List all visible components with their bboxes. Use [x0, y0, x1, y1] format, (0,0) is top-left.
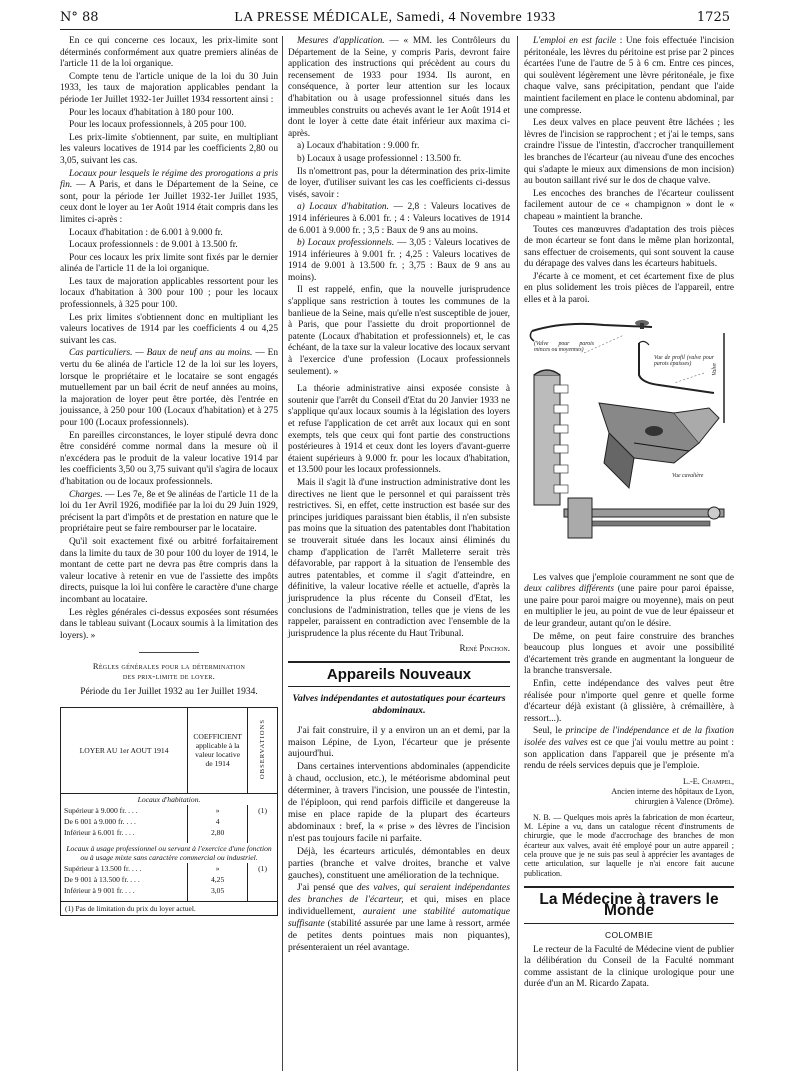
figure-label: Valve	[712, 362, 718, 376]
table-header-observations: OBSERVATIONS	[248, 707, 278, 793]
table-section: Locaux d'habitation.	[61, 793, 278, 805]
paragraph-lead: L'emploi en est facile	[533, 36, 617, 46]
column-divider	[517, 36, 518, 1071]
paragraph-body: — « MM. les Contrôleurs du Département de la Seine, y compris Paris, devront faire application des instructions qui précèdent au cours du recensement de 1933 pour 1934. Ils auront, en conséquence, à porter leur attention sur les locaux d'habitation ou à usage professionnel situés dans les immeubles construits ou achevés avant le 1er Août 1914 et dont le loyer à cette date était inférieur aux maxima ci-après.	[288, 36, 510, 139]
paragraph	[288, 238, 510, 284]
table-period: Période du 1er Juillet 1932 au 1er Juillet 1934.	[80, 687, 258, 698]
paragraph-body: — En vertu du 6e alinéa de l'article 12 de la loi sur les loyers, lorsque le propriétaire et le locataire se sont engagés mutuellement par un bail écrit de neuf années au moins, la majoration de loyer peut être portée, dès l'entrée en jouissance, à 250 pour 100 (Locaux d'habitation) et à 275 pour 100 (Locaux professionnels).	[60, 348, 278, 428]
figure-label: Vue cavalière	[672, 472, 704, 479]
paragraph-body: — A Paris, et dans le Département de la Seine, ce sont, pour la période 1er Juillet 1932-1er Juillet 1935, ceux dont le loyer au 1er Août 1914 était compris dans les limites ci-après :	[60, 180, 278, 225]
page-number: 1725	[696, 10, 730, 25]
paragraph: En ce qui concerne ces locaux, les prix-limite sont déterminés conformément aux quatre premiers alinéas de l'article 11 de la loi organique.	[60, 36, 278, 70]
section-title: La Médecine à travers le Monde	[524, 886, 734, 924]
table-row: Supérieur à 9.000 fr. . . . » (1)	[61, 805, 278, 816]
paragraph: Il est rappelé, enfin, que la nouvelle jurisprudence s'applique sans restriction à toutes les communes de la banlieue de la Seine, mais qu'elle n'est susceptible de jouer, à Paris, que pour l'assiette du droit proportionnel de patente (Locaux d'habitation et professionnels) et, le cas échéant, de la taxe sur la valeur locative des locaux servant à l'exercice d'une profession (Locaux professionnels seulement). »	[288, 285, 510, 377]
paragraph: Les deux valves en place peuvent être lâchées ; les lèvres de l'incision se rapprochent ; et j'ai le temps, sans craindre l'issue de l'intestin, d'accrocher tranquillement les branches de l'écarteur (au niveau d'une des encoches qui s'adapte le mieux aux dimensions de mon incision) au bouton saillant rivé sur le dos de chaque valve.	[524, 118, 734, 187]
paragraph-lead: a) Locaux d'habitation.	[297, 202, 389, 213]
paragraph	[60, 169, 278, 227]
paragraph	[60, 348, 278, 429]
column-3	[524, 36, 734, 992]
paragraph-lead: Locaux pour lesquels le régime des prorogations a pris fin.	[60, 168, 278, 191]
paragraph: Dans certaines interventions abdominales (appendicite à chaud, occlusion, etc.), le météorisme abdominal peut déterminer, à travers l'incision, une poussée de l'intestin, de l'épiploon, qui rend parfois difficile et dangereuse la mise en place rapide de la plupart des écarteurs abdominaux : bref, la « prise » des lèvres de l'incision n'est pas toujours facile ni parfaite.	[288, 761, 510, 844]
paragraph: Mais il s'agit là d'une instruction administrative dont les directives ne lient que le personnel et qui paraissent très restrictives. Si, en effet, cette instruction est basée sur des principes juridiques paraissant bien établis, il n'en subsiste pas moins que la situation des patentables dont l'habitation se trouverait située dans les locaux ainsi éliminés du champ d'application de l'arrêt Malleterre serait très défavorable, par rapport à la situation de l'ensemble des autres patentables, et comme il s'agit d'atteindre, en définitive, la valeur locative réelle et actuelle, d'après la jurisprudence la plus récente du Conseil d'Etat, les conclusions de l'administration, telles que je viens de les rappeler, paraissent en contradiction avec l'ensemble de la jurisprudence la plus récente du Haut Tribunal.	[288, 477, 510, 639]
article-subtitle: Valves indépendantes et autostatiques pour écarteurs abdominaux.	[292, 693, 506, 717]
paragraph: Seul, le principe de l'indépendance et de la fixation isolée des valves est ce que j'ai voulu mettre au point : son application dans l'appareil que je présente m'a rendu de réels services depuis que je l'emploie.	[524, 726, 734, 772]
paragraph: Ils n'omettront pas, pour la détermination des prix-limite de loyer, d'utiliser suivant les cas les coefficients ci-dessus visés, savoir :	[288, 166, 510, 200]
paragraph-body: : Une fois effectuée l'incision péritonéale, les lèvres du péritoine est prise par 2 pinces écartées l'une de l'autre de 5 à 6 cm. Entre ces pinces, qui soulèvent légèrement une lèvre péritonéale, je fixe chaque valve, sans précipitation, pendant que l'aide maintient facilement en place le contenu abdominal, par une compresse.	[524, 36, 734, 116]
paragraph: Les prix limites s'obtiennent donc en multipliant les valeurs locatives de 1914 par les coefficients 4 ou 4,25 suivant les cas.	[60, 312, 278, 346]
paragraph: a) Locaux d'habitation : 9.000 fr.	[297, 141, 420, 152]
table-header-coefficient: COEFFICIENT applicable à la valeur locative de 1914	[188, 707, 248, 793]
retractor-figure	[524, 313, 734, 563]
country-heading: COLOMBIE	[604, 930, 654, 941]
paragraph	[524, 36, 734, 117]
paragraph: b) Locaux à usage professionnel : 13.500 fr.	[297, 153, 462, 164]
paragraph-lead: Cas particuliers. — Baux de neuf ans au moins.	[69, 348, 253, 359]
paragraph: Déjà, les écarteurs articulés, démontables en deux parties (branche et valve droites, branche et valve gauches), constituent une amélioration de la technique.	[288, 845, 510, 881]
paragraph: Les encoches des branches de l'écarteur coulissent facilement autour de ce « champignon » dont le « chapeau » maintient la branche.	[524, 188, 734, 222]
table-row: Supérieur à 13.500 fr. . . . » (1)	[61, 863, 278, 874]
rent-limit-table	[60, 707, 278, 916]
issue-number: N° 88	[60, 10, 99, 25]
footnote: N. B. — Quelques mois après la fabrication de mon écarteur, M. Lépine a vu, dans un catalogue récent d'instruments de chirurgie, que le mode d'accrochage des branches de mon écarteur aux valves, avait été employé pour un autre appareil ; cela prouve que je ne suis pas seul à apprécier les avantages de cette articulation, sur laquelle je n'ai encore fait aucune publication.	[524, 812, 734, 878]
paragraph: Les règles générales ci-dessus exposées sont résumées dans le tableau suivant (Locaux soumis à la limitation des loyers). »	[60, 607, 278, 641]
paragraph: Les valves que j'emploie couramment ne sont que de deux calibres différents (une paire pour paroi épaisse, une paire pour paroi maigre ou moyenne), mais on peut en multiplier le jeu, au point de vue de leur épaisseur et de leur grandeur, autant qu'on le désire.	[524, 572, 734, 630]
separator	[139, 652, 199, 653]
table-row: De 6 001 à 9.000 fr. . . . 4	[61, 816, 278, 827]
paragraph	[288, 36, 510, 140]
table-footnote: (1) Pas de limitation du prix du loyer actuel.	[61, 901, 278, 915]
paragraph-body: — 3,05 : Valeurs locatives de 1914 inférieures à 9.001 fr. ; 4,25 : Valeurs locatives de 1914 de 9.001 à 13.500 fr. ; 3,75 : Baux de 9 ans au moins).	[288, 238, 510, 283]
paragraph: En pareilles circonstances, le loyer stipulé devra donc être considéré comme normal dans la mesure où il n'excédera pas le produit de la valeur locative 1914 par les coefficients 3,50 ou 3,75 suivant qu'il s'agira de locaux d'habitation ou de locaux professionnels.	[60, 430, 278, 487]
page-header	[60, 8, 730, 30]
paragraph-lead: Charges.	[69, 489, 103, 500]
paragraph: J'écarte à ce moment, et cet écartement fixe de plus en plus solidement les trois pièces de l'appareil, entre elles et à la paroi.	[524, 271, 734, 306]
author-signature: René Pinchon.	[459, 643, 510, 654]
table-caption: Règles générales pour la détermination	[92, 661, 246, 672]
paragraph: Toutes ces manœuvres d'adaptation des trois pièces de mon écarteur se font dans le même plan horizontal, sans effectuer de croisements, qui sont souvent la cause du dérapage des valves dans les écarteurs habituels.	[524, 224, 734, 270]
journal-title: LA PRESSE MÉDICALE, Samedi, 4 Novembre 1933	[234, 10, 556, 25]
column-1	[60, 36, 278, 916]
paragraph: Pour ces locaux les prix limite sont fixés par le dernier alinéa de l'article 11 de la loi organique.	[60, 252, 278, 275]
author-signature: L.-E. Champel, Ancien interne des hôpitaux de Lyon, chirurgien à Valence (Drôme).	[611, 776, 734, 806]
table-section: Locaux à usage professionnel ou servant à l'exercice d'une fonction ou à usage mixte sans caractère commercial ou industriel.	[61, 843, 278, 863]
section-title: Appareils Nouveaux	[288, 661, 510, 688]
paragraph-lead: b) Locaux professionnels.	[297, 238, 395, 249]
paragraph	[60, 490, 278, 536]
paragraph: Pour les locaux professionnels, à 205 pour 100.	[69, 120, 247, 131]
paragraph: Le recteur de la Faculté de Médecine vient de publier la délibération du Conseil de la Faculté nommant comme assistant de la clinique urologique pour une durée d'un an M. Ricardo Zapata.	[524, 944, 734, 990]
paragraph: J'ai pensé que des valves, qui seraient indépendantes des branches de l'écarteur, et qui, mises en place individuellement, auraient une stabilité automatique suffisante (stabilité assurée par une lame à ressort, armée de petites dents pointues mais non piquantes), présenteraient un réel avantage.	[288, 882, 511, 953]
paragraph: J'ai fait construire, il y a environ un an et demi, par la maison Lépine, de Lyon, l'écarteur que je présente aujourd'hui.	[288, 724, 510, 760]
paragraph: Qu'il soit exactement fixé ou arbitré forfaitairement dans la limite du taux de 30 pour 100 du loyer de 1914, le montant de cette part ne devra pas être compris dans la valeur locative à retenir en vue de l'assiette des impôts directs, puisque la loi lui confère le caractère d'une charge incombant au locataire.	[60, 536, 278, 605]
paragraph: Locaux d'habitation : de 6.001 à 9.000 fr.	[69, 227, 223, 238]
figure-label: Vue de profil (valve pour parois épaisses)	[654, 354, 714, 368]
paragraph: Les taux de majoration applicables ressortent pour les locaux d'habitation à 300 pour 100 ; pour les locaux professionnels, à 325 pour 100.	[60, 276, 278, 311]
paragraph-lead: Mesures d'application.	[297, 36, 385, 46]
column-divider	[282, 36, 283, 1071]
table-caption: des prix-limite de loyer.	[122, 671, 216, 682]
table-row: Inférieur à 6.001 fr. . . . 2,80	[61, 827, 278, 843]
paragraph: Locaux professionnels : de 9.001 à 13.500 fr.	[69, 240, 238, 251]
figure-label: (Valve pour parois minces ou moyennes)	[534, 340, 594, 354]
paragraph-body: — 2,8 : Valeurs locatives de 1914 inférieures à 6.001 fr. ; 4 : Valeurs locatives de 1914 de 6.001 à 9.000 fr. ; 3,5 : Baux de 9 ans au moins.	[288, 202, 510, 236]
paragraph: De même, on peut faire construire des branches beaucoup plus longues et avoir une possibilité d'écartement très grande en augmentant la longueur de la branche transversale.	[524, 631, 734, 677]
table-header-loyer: LOYER AU 1er AOUT 1914	[61, 707, 188, 793]
column-2	[288, 36, 510, 955]
table-row: Inférieur à 9 001 fr. . . . 3,05	[61, 885, 278, 902]
paragraph: Les prix-limite s'obtiennent, par suite, en multipliant les valeurs locatives de 1914 par les coefficients 2,80 ou 3,05, suivant les cas.	[60, 132, 278, 166]
table-row: De 9 001 à 13.500 fr. . . . 4,25	[61, 874, 278, 885]
paragraph: Compte tenu de l'article unique de la loi du 30 Juin 1933, les taux de majoration applicables pendant la période 1er Juillet 1932-1er Juillet 1934 ressortent ainsi :	[60, 71, 278, 105]
paragraph: La théorie administrative ainsi exposée consiste à soutenir que l'arrêt du Conseil d'Etat du 20 Janvier 1933 ne s'applique qu'aux locaux soumis à la législation des loyers et refuse l'application de cet arrêt aux locaux qui en sont exempts, tels que ceux qui font partie des constructions postérieures à 1914 et ceux dont les loyers d'avant-guerre étaient supérieurs à 9.000 fr. pour les locaux d'habitation, et 13.500 pour les locaux professionnels.	[288, 384, 510, 476]
paragraph	[288, 202, 510, 237]
paragraph: Pour les locaux d'habitation à 180 pour 100.	[69, 107, 234, 118]
paragraph: Enfin, cette indépendance des valves peut être réalisée pour n'importe quel genre et quelle forme d'écarteur déjà existant (à glissière, à crémaillère, à ressort...).	[524, 679, 734, 724]
paragraph-body: — Les 7e, 8e et 9e alinéas de l'article 11 de la loi du 1er Avril 1926, modifiée par la loi du 29 Juin 1929, précisent la part d'impôts et de prestation en nature que le propriétaire peut se faire rembourser par le locataire.	[60, 489, 278, 535]
